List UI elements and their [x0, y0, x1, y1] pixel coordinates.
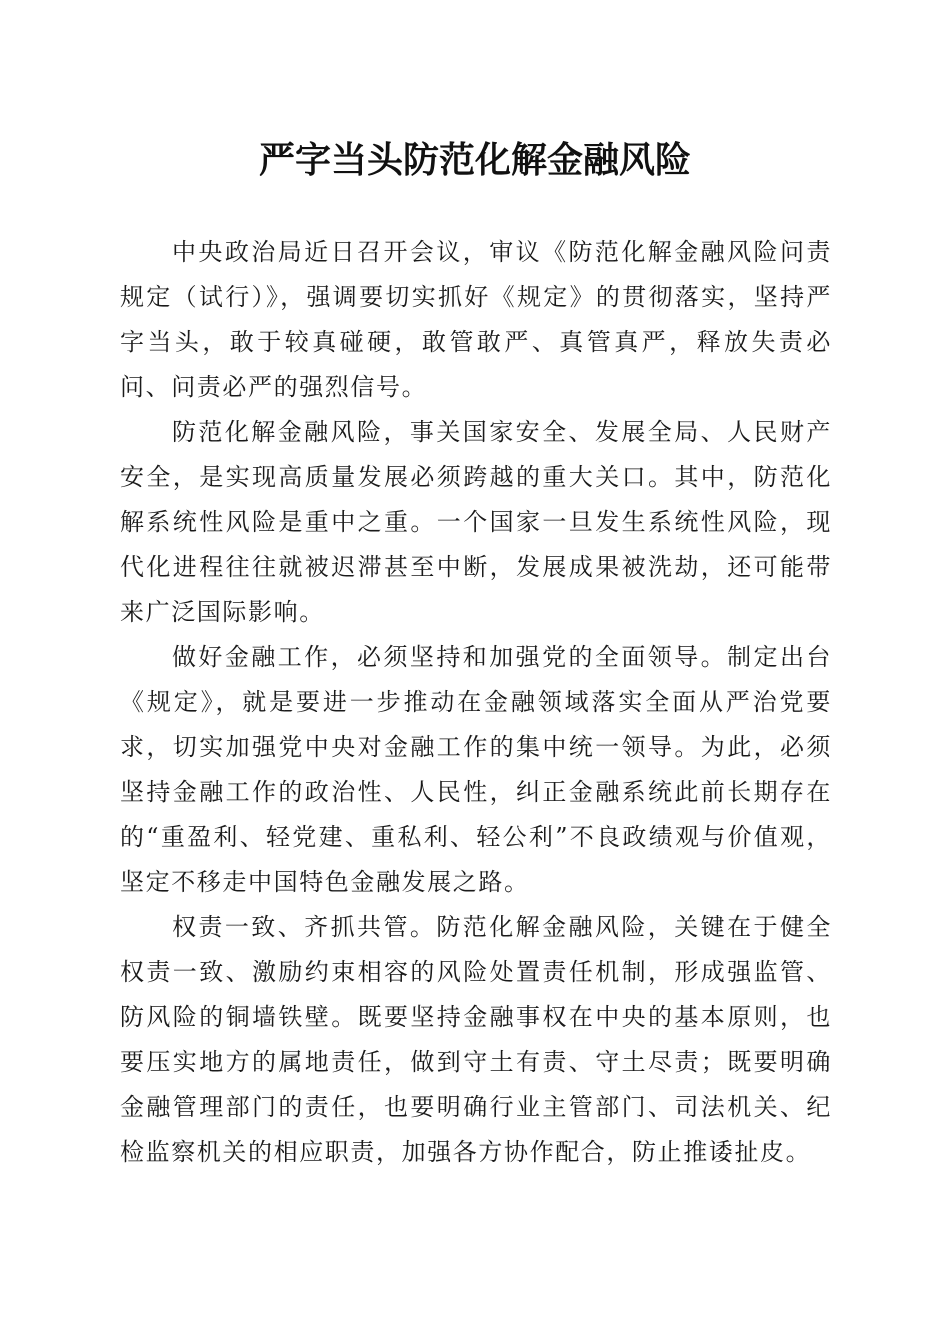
- paragraph-3: 做好金融工作，必须坚持和加强党的全面领导。制定出台《规定》，就是要进一步推动在金融领域落实全面从严治党要求，切实加强党中央对金融工作的集中统一领导。为此，必须坚持金融工作的政治性、人民性，纠正金融系统此前长期存在的“重盈利、轻党建、重私利、轻公利”不良政绩观与价值观，坚定不移走中国特色金融发展之路。: [120, 643, 832, 896]
- document-title: 严字当头防范化解金融风险: [258, 139, 691, 181]
- paragraph-4: 权责一致、齐抓共管。防范化解金融风险，关键在于健全权责一致、激励约束相容的风险处置责任机制，形成强监管、防风险的铜墙铁壁。既要坚持金融事权在中央的基本原则，也要压实地方的属地责任，做到守土有责、守土尽责；既要明确金融管理部门的责任，也要明确行业主管部门、司法机关、纪检监察机关的相应职责，加强各方协作配合，防止推诿扯皮。: [120, 913, 832, 1166]
- paragraph-1: 中央政治局近日召开会议，审议《防范化解金融风险问责规定（试行）》，强调要切实抓好《规定》的贯彻落实，坚持严字当头，敢于较真碰硬，敢管敢严、真管真严，释放失责必问、问责必严的强烈信号。: [120, 238, 832, 401]
- document-body: [120, 230, 832, 1175]
- paragraph-2: 防范化解金融风险，事关国家安全、发展全局、人民财产安全，是实现高质量发展必须跨越的重大关口。其中，防范化解系统性风险是重中之重。一个国家一旦发生系统性风险，现代化进程往往就被迟滞甚至中断，发展成果被洗劫，还可能带来广泛国际影响。: [120, 418, 832, 626]
